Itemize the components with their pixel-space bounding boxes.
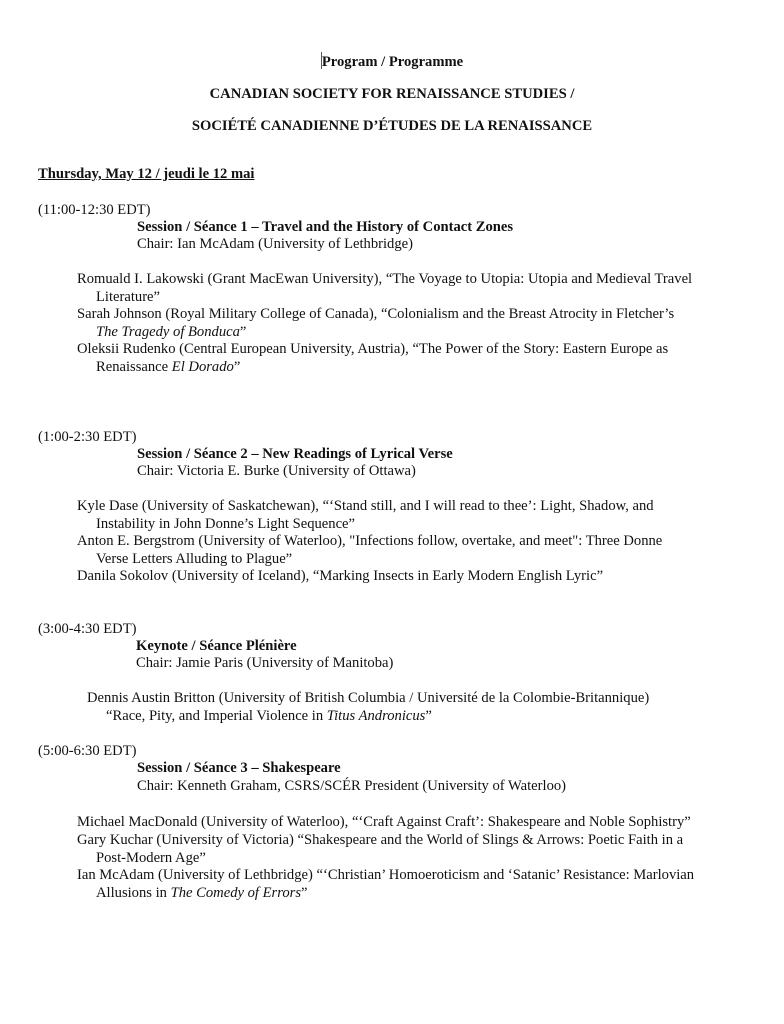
paper-entry — [77, 498, 654, 533]
paper-entry — [77, 568, 603, 586]
session-3-chair: Chair: Kenneth Graham, CSRS/SCÉR President (University of Waterloo) — [137, 778, 567, 794]
paper-line-continued: Instability in John Donne’s Light Sequence” — [96, 515, 355, 532]
paper-line: Anton E. Bergstrom (University of Waterloo), "Infections follow, overtake, and meet": Three Donne — [77, 533, 663, 549]
session-3-time: (5:00-6:30 EDT) — [38, 743, 137, 759]
session-2-time: (1:00-2:30 EDT) — [38, 429, 137, 445]
paper-line-continued: “Race, Pity, and Imperial Violence in Titus Andronicus” — [106, 707, 432, 724]
paper-line-continued: The Tragedy of Bonduca” — [96, 323, 247, 340]
keynote-title: Keynote / Séance Plénière — [136, 638, 297, 654]
paper-line: Gary Kuchar (University of Victoria) “Shakespeare and the World of Slings & Arrows: Poetic Faith in a — [77, 832, 684, 848]
paper-line-continued: Post-Modern Age” — [96, 849, 206, 866]
paper-line-continued: Literature” — [96, 288, 161, 305]
paper-line-continued: Verse Letters Alluding to Plague” — [96, 550, 293, 567]
paper-entry — [77, 341, 668, 376]
paper-entry — [77, 832, 683, 867]
society-name-french: SOCIÉTÉ CANADIENNE D’ÉTUDES DE LA RENAISSANCE — [191, 118, 593, 134]
session-1-title: Session / Séance 1 – Travel and the History of Contact Zones — [137, 219, 514, 235]
paper-line-continued: Allusions in The Comedy of Errors” — [96, 884, 308, 901]
paper-line: Ian McAdam (University of Lethbridge) “‘Christian’ Homoeroticism and ‘Satanic’ Resistance: Marlovian — [77, 867, 695, 883]
paper-line: Danila Sokolov (University of Iceland), “Marking Insects in Early Modern English Lyric” — [77, 568, 604, 584]
paper-entry — [77, 306, 674, 341]
paper-line: Michael MacDonald (University of Waterloo), “‘Craft Against Craft’: Shakespeare and Noble Sophistry” — [77, 814, 691, 830]
paper-line: Sarah Johnson (Royal Military College of Canada), “Colonialism and the Breast Atrocity in Fletcher’s — [77, 306, 675, 322]
session-2-chair: Chair: Victoria E. Burke (University of Ottawa) — [137, 463, 416, 479]
paper-entry — [77, 271, 692, 306]
keynote-chair: Chair: Jamie Paris (University of Manitoba) — [136, 655, 394, 671]
paper-line: Romuald I. Lakowski (Grant MacEwan University), “The Voyage to Utopia: Utopia and Medieval Travel — [77, 271, 693, 287]
session-2-title: Session / Séance 2 – New Readings of Lyrical Verse — [137, 446, 453, 462]
session-1-time: (11:00-12:30 EDT) — [38, 202, 151, 218]
title-text: Program / Programme — [321, 54, 464, 70]
society-name-english: CANADIAN SOCIETY FOR RENAISSANCE STUDIES / — [209, 86, 575, 102]
session-1-chair: Chair: Ian McAdam (University of Lethbridge) — [137, 236, 413, 252]
paper-line: Dennis Austin Britton (University of British Columbia / Université de la Colombie-Britannique) — [87, 690, 650, 706]
paper-entry — [77, 867, 694, 902]
paper-entry — [77, 814, 691, 832]
paper-line: Oleksii Rudenko (Central European University, Austria), “The Power of the Story: Eastern Europe as — [77, 341, 669, 357]
document-title — [0, 52, 784, 72]
paper-line: Kyle Dase (University of Saskatchewan), “‘Stand still, and I will read to thee’: Light, Shadow, and — [77, 498, 654, 514]
keynote-time: (3:00-4:30 EDT) — [38, 621, 137, 637]
session-3-title: Session / Séance 3 – Shakespeare — [137, 760, 341, 776]
day-heading: Thursday, May 12 / jeudi le 12 mai — [38, 166, 255, 182]
paper-line-continued: Renaissance El Dorado” — [96, 358, 241, 375]
keynote-entry — [87, 690, 649, 725]
paper-entry — [77, 533, 662, 568]
